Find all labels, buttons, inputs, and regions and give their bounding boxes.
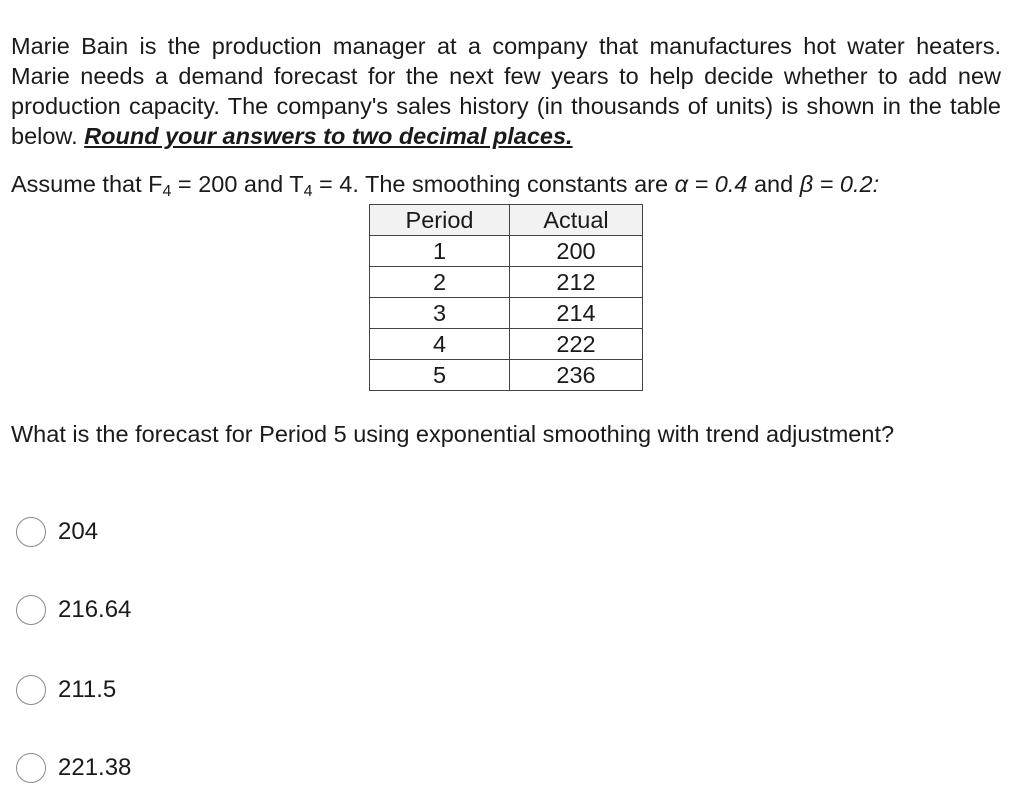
actual-header: Actual — [510, 205, 643, 236]
period-cell: 4 — [370, 329, 510, 360]
assumption-line — [11, 169, 1016, 199]
option-label: 204 — [58, 518, 99, 545]
actual-cell: 222 — [510, 329, 643, 360]
table-row — [370, 267, 643, 298]
answer-option-1[interactable] — [16, 517, 98, 547]
option-label: 211.5 — [58, 676, 117, 703]
period-cell: 5 — [370, 360, 510, 391]
period-header: Period — [370, 205, 510, 236]
actual-cell: 200 — [510, 236, 643, 267]
period-cell: 3 — [370, 298, 510, 329]
table-row — [370, 236, 643, 267]
alpha-value: α = 0.4 — [674, 171, 748, 197]
actual-cell: 236 — [510, 360, 643, 391]
option-label: 221.38 — [58, 754, 132, 781]
radio-button[interactable] — [16, 595, 46, 625]
assumption-text-4: and — [747, 171, 800, 197]
assumption-text-3: = 4. The smoothing constants are — [312, 171, 675, 197]
radio-button[interactable] — [16, 517, 46, 547]
period-cell: 2 — [370, 267, 510, 298]
question-text: What is the forecast for Period 5 using exponential smoothing with trend adjustment? — [11, 421, 895, 447]
answer-option-4[interactable] — [16, 753, 131, 783]
answer-option-3[interactable] — [16, 675, 116, 705]
option-label: 216.64 — [58, 596, 132, 623]
radio-button[interactable] — [16, 753, 46, 783]
rounding-instruction: Round your answers to two decimal places. — [84, 123, 573, 149]
f-subscript: 4 — [162, 183, 172, 200]
actual-cell: 214 — [510, 298, 643, 329]
radio-button[interactable] — [16, 675, 46, 705]
table-row — [370, 360, 643, 391]
table-header-row — [370, 205, 643, 236]
answer-option-2[interactable] — [16, 595, 131, 625]
beta-value: β = 0.2: — [799, 171, 880, 197]
assumption-text-1: Assume that F — [11, 171, 163, 197]
assumption-text-2: = 200 and T — [171, 171, 304, 197]
problem-text: Marie Bain is the production manager at a company that manufactures hot water heaters. Marie needs a demand forecast for the next few years to help decide whether to add new production capacity. The company's sales history (in thousands of units) is shown in the table below. — [11, 33, 1001, 149]
table-row — [370, 298, 643, 329]
problem-statement — [11, 31, 1001, 151]
actual-cell: 212 — [510, 267, 643, 298]
t-subscript: 4 — [303, 183, 313, 200]
sales-history-table — [369, 204, 643, 391]
table-row — [370, 329, 643, 360]
period-cell: 1 — [370, 236, 510, 267]
